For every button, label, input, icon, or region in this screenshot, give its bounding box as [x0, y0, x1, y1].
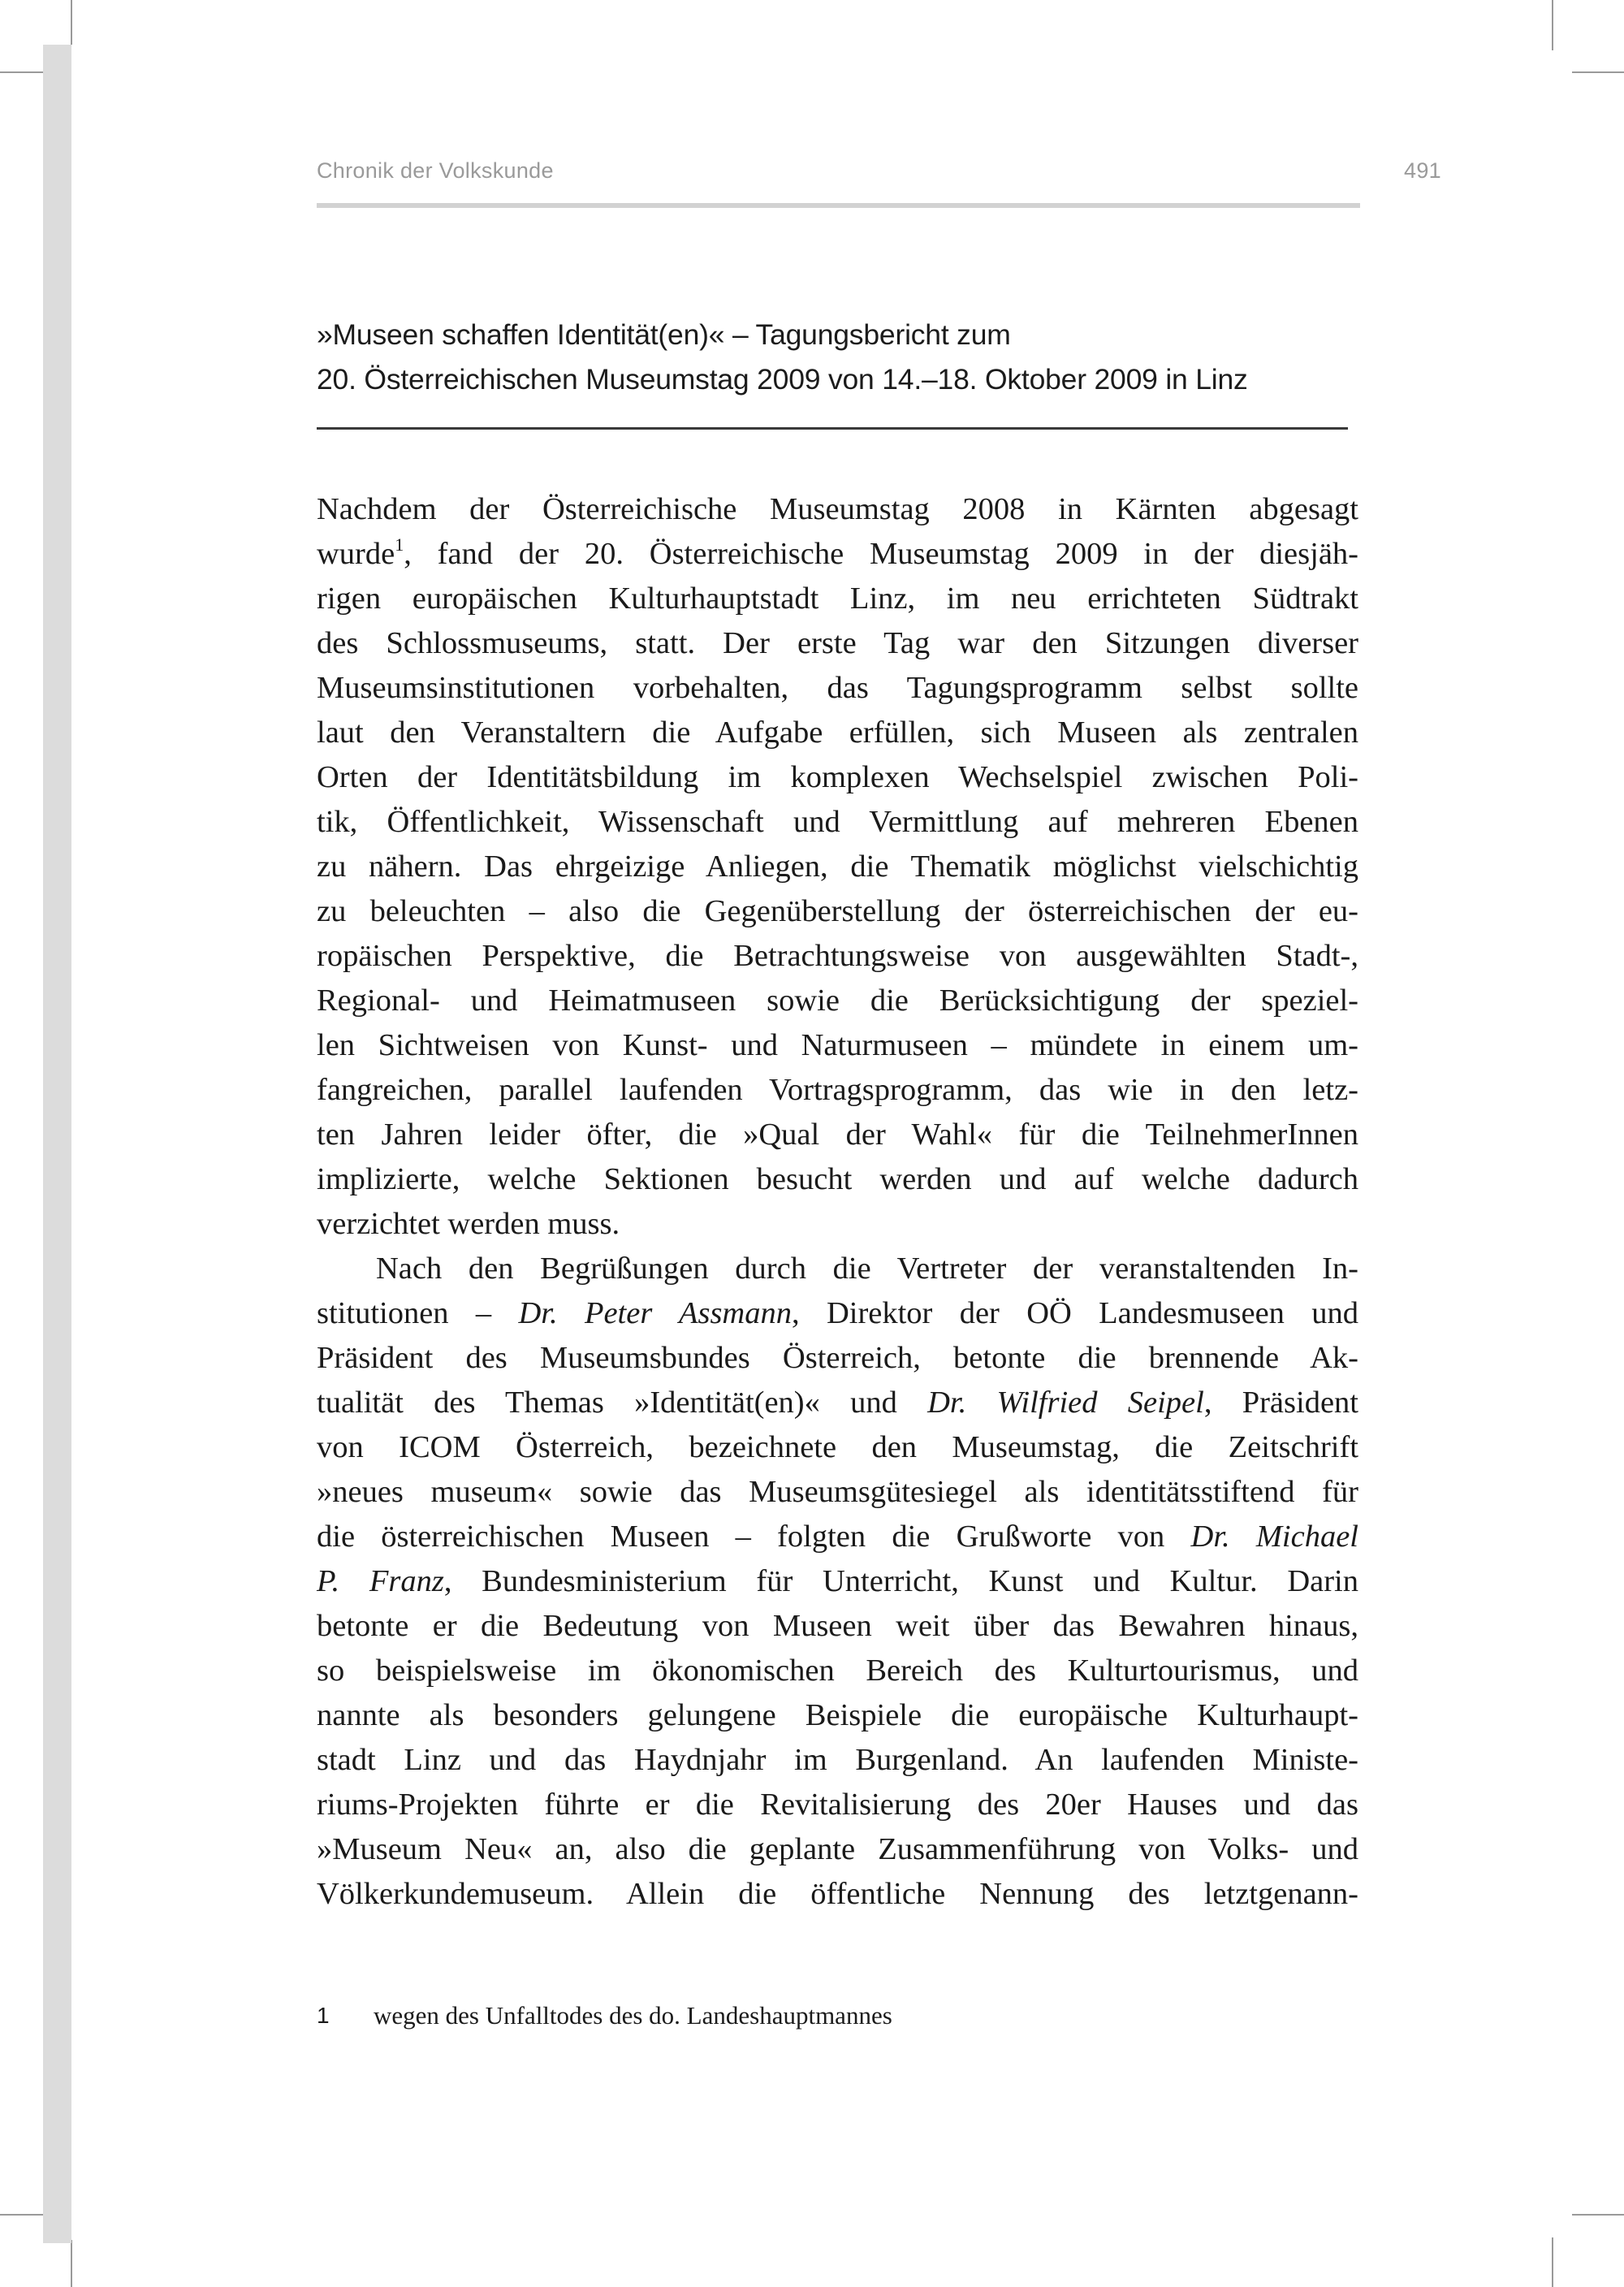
text-line: die österreichischen Museen – folgten die Grußworte von Dr. Michael [317, 1520, 1358, 1554]
crop-mark-top-right-vertical [1552, 0, 1553, 50]
text-line: stitutionen – Dr. Peter Assmann, Direktor der OÖ Landesmuseen und [317, 1296, 1358, 1330]
text-line: Präsident des Museumsbundes Österreich, betonte die brennende Ak- [317, 1341, 1358, 1375]
footnote-ref[interactable]: 1 [395, 534, 404, 555]
text-line: nannte als besonders gelungene Beispiele die europäische Kulturhaupt- [317, 1698, 1358, 1732]
text-line: »Museum Neu« an, also die geplante Zusammenführung von Volks- und [317, 1832, 1358, 1866]
running-head-title: Chronik der Volkskunde [317, 158, 554, 183]
text-line: Nachdem der Österreichische Museumstag 2008 in Kärnten abgesagt [317, 492, 1358, 526]
title-rule [317, 427, 1348, 430]
header-rule [317, 203, 1360, 208]
text-line: rigen europäischen Kulturhauptstadt Linz, im neu errichteten Südtrakt [317, 581, 1358, 616]
text-line: tik, Öffentlichkeit, Wissenschaft und Vermittlung auf mehreren Ebenen [317, 805, 1358, 839]
person-name: Dr. Michael [1190, 1520, 1358, 1554]
footnote-text: wegen des Unfalltodes des do. Landeshauptmannes [374, 2001, 892, 2030]
text-line: stadt Linz und das Haydnjahr im Burgenland. An laufenden Ministe- [317, 1743, 1358, 1777]
crop-mark-bottom-left-horizontal [0, 2214, 45, 2216]
person-name: P. Franz [317, 1564, 444, 1598]
article-body [317, 487, 1358, 1917]
text-line: zu beleuchten – also die Gegenüberstellung der österreichischen der eu- [317, 894, 1358, 928]
text-line: Orten der Identitätsbildung im komplexen Wechselspiel zwischen Poli- [317, 760, 1358, 794]
gutter-bar [43, 45, 71, 2243]
footnote-number: 1 [317, 2003, 330, 2028]
text-line: von ICOM Österreich, bezeichnete den Museumstag, die Zeitschrift [317, 1430, 1358, 1464]
article-title-line: 20. Österreichischen Museumstag 2009 von 14.–18. Oktober 2009 in Linz [317, 363, 1248, 396]
text-line: implizierte, welche Sektionen besucht werden und auf welche dadurch [317, 1162, 1358, 1196]
text-line: verzichtet werden muss. [317, 1207, 620, 1241]
crop-mark-top-left-horizontal [0, 71, 45, 73]
text-line: betonte er die Bedeutung von Museen weit über das Bewahren hinaus, [317, 1609, 1358, 1643]
text-line: Völkerkundemuseum. Allein die öffentliche Nennung des letztgenann- [317, 1877, 1358, 1911]
crop-mark-top-right-horizontal [1572, 71, 1624, 73]
paragraph-2 [317, 1247, 1358, 1917]
text-line: Nach den Begrüßungen durch die Vertreter der veranstaltenden In- [376, 1252, 1358, 1286]
text-line: ropäischen Perspektive, die Betrachtungsweise von ausgewählten Stadt-, [317, 939, 1358, 973]
crop-mark-bottom-left-vertical [71, 2240, 72, 2287]
paragraph-1 [317, 487, 1358, 1247]
text-line: »neues museum« sowie das Museumsgütesiegel als identitätsstiftend für [317, 1475, 1358, 1509]
text-line: wurde$^1$, fand der 20. Österreichische Museumstag 2009 in der diesjäh- [317, 534, 1358, 571]
text-line: len Sichtweisen von Kunst- und Naturmuseen – mündete in einem um- [317, 1028, 1358, 1062]
crop-mark-bottom-right-horizontal [1572, 2214, 1624, 2216]
text-line: zu nähern. Das ehrgeizige Anliegen, die Thematik möglichst vielschichtig [317, 850, 1358, 884]
article-title [317, 313, 1372, 402]
article-title-line: »Museen schaffen Identität(en)« – Tagungsbericht zum [317, 318, 1011, 351]
text-line: laut den Veranstaltern die Aufgabe erfüllen, sich Museen als zentralen [317, 715, 1358, 750]
text-line: riums-Projekten führte er die Revitalisierung des 20er Hauses und das [317, 1788, 1358, 1822]
text-line: Museumsinstitutionen vorbehalten, das Tagungsprogramm selbst sollte [317, 671, 1358, 705]
person-name: Dr. Wilfried Seipel [927, 1386, 1204, 1420]
text-line: so beispielsweise im ökonomischen Bereich des Kulturtourismus, und [317, 1654, 1358, 1688]
text-line: Regional- und Heimatmuseen sowie die Berücksichtigung der speziel- [317, 984, 1358, 1018]
running-head [317, 158, 1445, 191]
text-line: des Schlossmuseums, statt. Der erste Tag war den Sitzungen diverser [317, 626, 1358, 660]
crop-mark-bottom-right-vertical [1552, 2237, 1553, 2287]
person-name: Dr. Peter Assmann [518, 1296, 792, 1330]
text-line: P. Franz, Bundesministerium für Unterricht, Kunst und Kultur. Darin [317, 1564, 1358, 1598]
text-line: ten Jahren leider öfter, die »Qual der Wahl« für die TeilnehmerInnen [317, 1118, 1358, 1152]
text-line: tualität des Themas »Identität(en)« und Dr. Wilfried Seipel, Präsident [317, 1386, 1358, 1420]
crop-mark-top-left-vertical [71, 0, 72, 45]
page-number: 491 [1404, 158, 1441, 183]
text-line: fangreichen, parallel laufenden Vortragsprogramm, das wie in den letz- [317, 1073, 1358, 1107]
